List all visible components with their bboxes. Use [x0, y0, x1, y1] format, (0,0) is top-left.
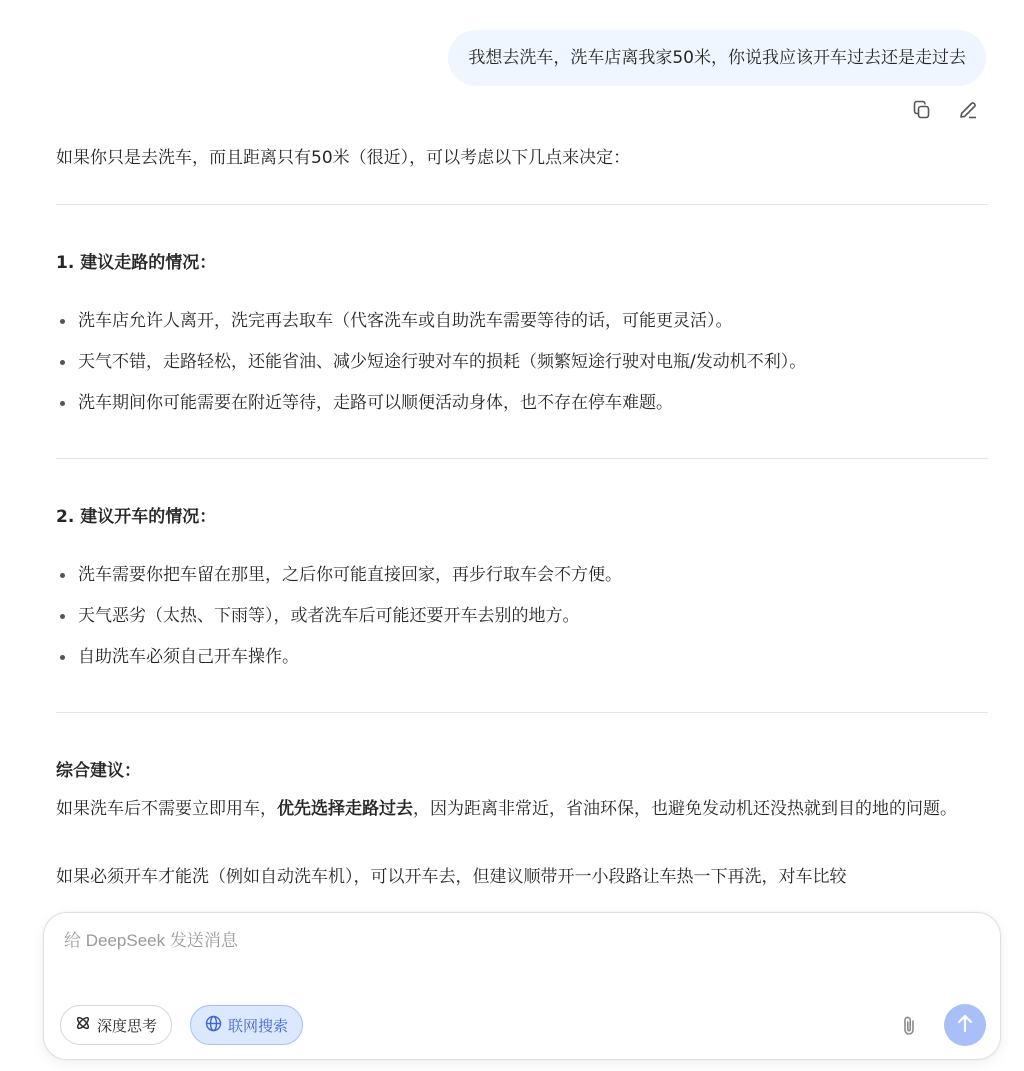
- user-message-bubble: 我想去洗车，洗车店离我家50米，你说我应该开车过去还是走过去: [448, 30, 986, 86]
- summary-text: ，因为距离非常近，省油环保，也避免发动机还没热就到目的地的问题。: [413, 799, 957, 819]
- divider: [56, 458, 988, 459]
- user-message-row: [448, 30, 986, 86]
- summary-text: 如果洗车后不需要立即用车，: [56, 799, 277, 819]
- walk-reasons-list: [56, 306, 988, 429]
- list-item: 洗车需要你把车留在那里，之后你可能直接回家，再步行取车会不方便。: [56, 560, 988, 601]
- list-item: 天气不错，走路轻松，还能省油、减少短途行驶对车的损耗（频繁短途行驶对电瓶/发动机不利）。: [56, 347, 988, 388]
- message-input[interactable]: [64, 931, 964, 951]
- assistant-answer: [56, 143, 988, 894]
- section-heading-walk: 1. 建议走路的情况：: [56, 253, 217, 273]
- send-button[interactable]: [944, 1004, 986, 1046]
- list-item: 洗车期间你可能需要在附近等待，走路可以顺便活动身体，也不存在停车难题。: [56, 388, 988, 429]
- atom-icon: [75, 1015, 91, 1035]
- drive-reasons-list: [56, 560, 988, 683]
- list-item: 自助洗车必须自己开车操作。: [56, 642, 988, 683]
- message-actions: [910, 98, 980, 122]
- deep-think-toggle[interactable]: [60, 1005, 172, 1045]
- summary-paragraph-2: 如果必须开车才能洗（例如自动洗车机），可以开车去，但建议顺带开一小段路让车热一下再洗，对车比较: [56, 867, 847, 887]
- summary-heading: 综合建议：: [56, 761, 141, 781]
- list-item: 天气恶劣（太热、下雨等），或者洗车后可能还要开车去别的地方。: [56, 601, 988, 642]
- divider: [56, 712, 988, 713]
- web-search-toggle[interactable]: [190, 1005, 303, 1045]
- list-item: 洗车店允许人离开，洗完再去取车（代客洗车或自助洗车需要等待的话，可能更灵活）。: [56, 306, 988, 347]
- answer-intro: 如果你只是去洗车，而且距离只有50米（很近），可以考虑以下几点来决定：: [56, 148, 631, 168]
- divider: [56, 204, 988, 205]
- section-heading-drive: 2. 建议开车的情况：: [56, 507, 217, 527]
- paperclip-icon[interactable]: [898, 1014, 920, 1038]
- deep-think-label: 深度思考: [97, 1016, 158, 1035]
- summary-emphasis: 优先选择走路过去: [277, 799, 413, 819]
- summary-paragraph-1: [56, 792, 988, 860]
- copy-icon[interactable]: [910, 98, 934, 122]
- pencil-icon[interactable]: [956, 98, 980, 122]
- globe-icon: [205, 1015, 222, 1036]
- web-search-label: 联网搜索: [228, 1016, 289, 1035]
- arrow-up-icon: [956, 1013, 974, 1037]
- message-composer: [43, 912, 1001, 1060]
